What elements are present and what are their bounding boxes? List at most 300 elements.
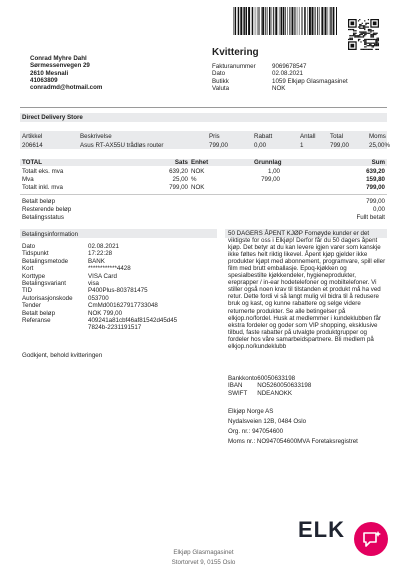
- barcode-bar: [269, 7, 271, 35]
- qr-finder: [350, 44, 354, 48]
- qr-module: [377, 40, 378, 41]
- qr-module: [365, 41, 366, 42]
- qr-module: [369, 43, 370, 44]
- qr-module: [373, 30, 374, 31]
- field-value: 17:22:28: [88, 250, 113, 258]
- qr-module: [367, 33, 368, 34]
- field-label: Tender: [22, 302, 41, 310]
- qr-module: [363, 36, 364, 37]
- qr-module: [365, 31, 366, 32]
- qr-module: [365, 33, 366, 34]
- qr-module: [364, 39, 365, 40]
- barcode-bar: [285, 7, 286, 35]
- qr-module: [370, 44, 371, 45]
- field-label: Bankkonto: [228, 375, 258, 382]
- totals-col-total: TOTAL: [22, 159, 43, 166]
- totals-sum: 799,00: [366, 184, 385, 191]
- payment-info-fields: [22, 243, 177, 332]
- qr-module: [369, 44, 370, 45]
- qr-module: [348, 39, 349, 40]
- qr-module: [370, 35, 371, 36]
- qr-module: [375, 39, 376, 40]
- field-label: Betalingsvariant: [22, 280, 67, 288]
- qr-module: [364, 34, 365, 35]
- barcode-bar: [301, 7, 302, 35]
- items-col-moms: Moms: [369, 133, 386, 140]
- summary-value: Fullt betalt: [356, 214, 385, 221]
- totals-col-sats: Sats: [174, 159, 188, 166]
- item-antall: 1: [300, 142, 304, 149]
- field-label: Dato: [22, 243, 36, 250]
- qr-module: [369, 29, 370, 30]
- qr-module: [363, 40, 364, 41]
- terms-text: 50 DAGERS ÅPENT KJØP Fornøyde kunder er det viktigste for oss i Elkjøp! Derfor får du 50 dagers åpent kjøp. Det betyr at du kan levere igjen varer som kanskje ikke føltes helt riktig likevel. Åpent kjøp gjelder ikke produkter kjøpt med abonnement, programvare, spill eller film med brutt emballasje. Epoq-kjøkken og spesialbestilte kjøkkendeler, hygieneprodukter, ereprapper / in-ear hodetelefoner og mobiltelefoner. Vi stiller også noen krav til tilstanden et produkt må ha ved retur. Dette fordi vi så langt mulig vil bidra til å redusere bruk og kast, og kunne rabattere og selge videre returnerte produkter. Se alle betingelser på elkjop.no/fordel. Husk at medlemmer i kundeklubben får ekstra fordeler og goder som VIP shopping, eksklusive tilbud, faste rabatter på utvalgte produktgrupper og fordeler hos våre samarbeidspartnere. Bli medlem på elkjop.no/kundeklubb: [228, 230, 386, 350]
- qr-module: [360, 25, 361, 26]
- company-block: [228, 407, 358, 447]
- barcode-bar: [330, 7, 331, 35]
- qr-module: [373, 34, 374, 35]
- customer-block: [30, 55, 102, 91]
- qr-module: [375, 43, 376, 44]
- field-row: [22, 273, 177, 280]
- divider: [20, 107, 387, 108]
- qr-module: [377, 45, 378, 46]
- qr-module: [363, 49, 364, 50]
- qr-module: [355, 36, 356, 37]
- barcode-bar: [272, 7, 273, 35]
- item-beskrivelse: Asus RT-AX55U trådløs router: [80, 142, 164, 149]
- items-col-beskrivelse: Beskrivelse: [80, 133, 112, 140]
- barcode-bar: [289, 7, 290, 35]
- qr-module: [365, 44, 366, 45]
- barcode-bar: [331, 7, 332, 35]
- barcode-bar: [309, 7, 311, 35]
- field-label: Autorisasjonskode: [22, 294, 73, 302]
- qr-module: [364, 43, 365, 44]
- barcode-image: [233, 7, 337, 35]
- qr-module: [373, 45, 374, 46]
- field-row: [212, 85, 348, 92]
- qr-module: [363, 31, 364, 32]
- qr-module: [368, 29, 369, 30]
- qr-module: [359, 25, 360, 26]
- totals-col-grunnlag: Grunnlag: [254, 159, 282, 166]
- qr-module: [359, 35, 360, 36]
- qr-module: [364, 35, 365, 36]
- qr-module: [363, 26, 364, 27]
- qr-module: [358, 20, 359, 21]
- qr-module: [368, 23, 369, 24]
- totals-grunnlag: 1,00: [267, 168, 280, 175]
- qr-module: [364, 28, 365, 29]
- totals-sats: 799,00: [169, 184, 188, 191]
- qr-module: [367, 49, 368, 50]
- qr-module: [358, 39, 359, 40]
- totals-sats: 639,20: [169, 168, 188, 175]
- field-row: [22, 258, 177, 265]
- qr-module: [358, 40, 359, 41]
- field-row: [22, 310, 177, 317]
- qr-module: [370, 36, 371, 37]
- customer-name: Conrad Myhre Dahl: [30, 55, 87, 62]
- barcode-bar: [302, 7, 303, 35]
- qr-module: [354, 34, 355, 35]
- qr-module: [359, 26, 360, 27]
- qr-module: [374, 33, 375, 34]
- qr-module: [370, 31, 371, 32]
- qr-module: [349, 29, 350, 30]
- qr-module: [350, 29, 351, 30]
- qr-module: [365, 26, 366, 27]
- totals-label: Totalt eks. mva: [22, 168, 64, 175]
- field-row: [22, 280, 177, 287]
- qr-module: [367, 45, 368, 46]
- qr-module: [367, 43, 368, 44]
- summary-label: Resterende beløp: [22, 206, 72, 213]
- qr-module: [353, 33, 354, 34]
- field-label: Referanse: [22, 317, 51, 325]
- qr-module: [362, 49, 363, 50]
- qr-module: [377, 41, 378, 42]
- qr-module: [362, 23, 363, 24]
- qr-module: [360, 31, 361, 32]
- qr-module: [373, 39, 374, 40]
- qr-module: [353, 35, 354, 36]
- qr-module: [362, 25, 363, 26]
- qr-module: [360, 49, 361, 50]
- item-artikkel: 206614: [22, 142, 43, 149]
- qr-module: [368, 49, 369, 50]
- barcode-bar: [261, 7, 262, 35]
- qr-module: [373, 46, 374, 47]
- totals-sum: 639,20: [366, 168, 385, 175]
- qr-module: [373, 33, 374, 34]
- field-row: [228, 390, 311, 397]
- barcode-bar: [287, 7, 288, 35]
- barcode-bar: [238, 7, 240, 35]
- qr-module: [367, 39, 368, 40]
- qr-module: [374, 44, 375, 45]
- barcode-bar: [283, 7, 285, 35]
- qr-module: [372, 39, 373, 40]
- barcode-bar: [312, 7, 314, 35]
- qr-module: [377, 39, 378, 40]
- qr-module: [372, 30, 373, 31]
- qr-module: [365, 43, 366, 44]
- qr-module: [370, 45, 371, 46]
- qr-module: [355, 30, 356, 31]
- totals-enhet: NOK: [191, 184, 205, 191]
- field-label: Valuta: [212, 85, 230, 93]
- qr-module: [349, 38, 350, 39]
- qr-module: [358, 35, 359, 36]
- qr-module: [377, 38, 378, 39]
- qr-module: [350, 35, 351, 36]
- barcode-bar: [252, 7, 254, 35]
- qr-module: [358, 36, 359, 37]
- payment-info-title: Betalingsinformation: [22, 231, 79, 238]
- qr-module: [375, 34, 376, 35]
- qr-module: [357, 36, 358, 37]
- qr-module: [360, 41, 361, 42]
- qr-module: [359, 28, 360, 29]
- qr-module: [374, 34, 375, 35]
- field-value: 053700: [88, 294, 109, 302]
- qr-module: [375, 49, 376, 50]
- barcode-bar: [275, 7, 277, 35]
- field-row: [22, 295, 177, 302]
- field-label: Dato: [212, 70, 226, 78]
- field-row: [212, 63, 348, 70]
- totals-label: Totalt inkl. mva: [22, 184, 63, 191]
- barcode-bar: [262, 7, 264, 35]
- qr-module: [364, 25, 365, 26]
- field-label: Tidspunkt: [22, 250, 49, 258]
- qr-module: [349, 39, 350, 40]
- qr-module: [352, 38, 353, 39]
- qr-module: [365, 39, 366, 40]
- summary-value: 799,00: [366, 198, 385, 205]
- qr-module: [364, 46, 365, 47]
- qr-module: [372, 46, 373, 47]
- qr-module: [378, 49, 379, 50]
- qr-module: [368, 43, 369, 44]
- qr-module: [359, 39, 360, 40]
- qr-module: [355, 33, 356, 34]
- field-label: Betalingsmetode: [22, 257, 69, 265]
- barcode-bar: [292, 7, 294, 35]
- qr-module: [368, 30, 369, 31]
- item-total: 799,00: [330, 142, 349, 149]
- barcode-bar: [273, 7, 274, 35]
- field-row: [212, 70, 348, 77]
- qr-module: [372, 45, 373, 46]
- field-value: 7824b-2231191517: [88, 324, 142, 332]
- qr-module: [364, 41, 365, 42]
- field-row: [22, 250, 177, 257]
- qr-module: [365, 24, 366, 25]
- qr-module: [359, 36, 360, 37]
- field-label: Kort: [22, 265, 34, 273]
- qr-module: [372, 34, 373, 35]
- qr-module: [370, 30, 371, 31]
- qr-module: [369, 49, 370, 50]
- qr-module: [375, 45, 376, 46]
- qr-module: [365, 23, 366, 24]
- barcode-bar: [294, 7, 295, 35]
- qr-module: [352, 39, 353, 40]
- qr-module: [359, 31, 360, 32]
- field-label: SWIFT: [228, 389, 248, 397]
- qr-module: [364, 20, 365, 21]
- company-name: Elkjøp Norge AS: [228, 408, 274, 415]
- barcode-bar: [233, 7, 234, 35]
- qr-module: [363, 33, 364, 34]
- qr-module: [352, 35, 353, 36]
- field-value: 1059 Elkjøp Glasmagasinet: [272, 77, 348, 85]
- qr-module: [358, 26, 359, 27]
- totals-sum: 159,80: [366, 176, 385, 183]
- qr-module: [370, 34, 371, 35]
- qr-module: [359, 34, 360, 35]
- items-col-rabatt: Rabatt: [254, 133, 273, 140]
- footer-store: Elkjøp Glasmagasinet: [173, 549, 234, 556]
- qr-module: [363, 28, 364, 29]
- qr-module: [374, 39, 375, 40]
- barcode-bar: [246, 7, 248, 35]
- field-row: [22, 317, 177, 324]
- summary-label: Betalt beløp: [22, 198, 56, 205]
- summary-label: Betalingsstatus: [22, 214, 64, 221]
- qr-module: [367, 23, 368, 24]
- qr-module: [350, 39, 351, 40]
- qr-module: [360, 36, 361, 37]
- qr-module: [369, 30, 370, 31]
- qr-module: [368, 45, 369, 46]
- qr-module: [363, 25, 364, 26]
- field-label: IBAN: [228, 382, 243, 390]
- barcode-bar: [240, 7, 242, 35]
- qr-module: [375, 40, 376, 41]
- qr-module: [362, 36, 363, 37]
- qr-module: [372, 35, 373, 36]
- qr-module: [373, 35, 374, 36]
- qr-module: [364, 44, 365, 45]
- barcode-bar: [307, 7, 308, 35]
- field-value: 02.08.2021: [272, 70, 303, 78]
- qr-module: [377, 43, 378, 44]
- qr-module: [360, 28, 361, 29]
- qr-module: [377, 44, 378, 45]
- qr-module: [375, 33, 376, 34]
- field-row: [22, 324, 177, 331]
- barcode-bar: [248, 7, 250, 35]
- barcode-bar: [336, 7, 337, 35]
- totals-col-enhet: Enhet: [191, 159, 209, 166]
- qr-module: [362, 34, 363, 35]
- qr-module: [360, 24, 361, 25]
- barcode-bar: [255, 7, 256, 35]
- totals-label: Mva: [22, 176, 34, 183]
- field-label: [22, 324, 88, 331]
- qr-module: [374, 43, 375, 44]
- qr-module: [378, 45, 379, 46]
- qr-module: [354, 33, 355, 34]
- company-address: Nydalsveien 12B, 0484 Oslo: [228, 418, 307, 425]
- items-col-antall: Antall: [300, 133, 316, 140]
- footer-address: Stortorvet 9, 0155 Oslo: [171, 559, 236, 566]
- field-label: TID: [22, 287, 32, 295]
- totals-enhet: %: [191, 176, 197, 183]
- qr-module: [370, 29, 371, 30]
- barcode-bar: [333, 7, 335, 35]
- qr-module: [377, 33, 378, 34]
- customer-phone: 41063809: [30, 76, 58, 84]
- field-label: Butikk: [212, 77, 229, 85]
- company-org: Org. nr.: 947054600: [228, 428, 284, 435]
- barcode-bar: [304, 7, 306, 35]
- barcode-bar: [299, 7, 300, 35]
- qr-module: [354, 35, 355, 36]
- qr-module: [372, 36, 373, 37]
- barcode-bar: [328, 7, 329, 35]
- item-moms: 25,00%: [369, 142, 390, 149]
- field-value: 02.08.2021: [88, 243, 119, 250]
- company-moms: Moms nr.: NO947054600MVA Foretaksregistret: [228, 438, 358, 445]
- qr-module: [353, 29, 354, 30]
- qr-module: [365, 40, 366, 41]
- qr-module: [363, 35, 364, 36]
- qr-module: [354, 36, 355, 37]
- totals-enhet: NOK: [191, 168, 205, 175]
- field-value: BANK: [88, 257, 105, 265]
- qr-module: [367, 26, 368, 27]
- qr-module: [378, 38, 379, 39]
- totals-divider: [20, 194, 387, 195]
- qr-code-image: [348, 19, 379, 50]
- qr-module: [369, 33, 370, 34]
- qr-module: [364, 49, 365, 50]
- qr-module: [365, 46, 366, 47]
- field-value: NO5260050633198: [257, 382, 312, 390]
- totals-sats: 25,00: [172, 176, 188, 183]
- field-row: [228, 382, 311, 389]
- qr-module: [370, 43, 371, 44]
- barcode-bar: [279, 7, 280, 35]
- qr-module: [372, 49, 373, 50]
- receipt-fields: [212, 63, 348, 93]
- qr-module: [364, 29, 365, 30]
- barcode-bar: [317, 7, 318, 35]
- barcode-bar: [295, 7, 296, 35]
- field-row: [22, 302, 177, 309]
- field-row: [22, 265, 177, 272]
- summary-value: 0,00: [372, 206, 385, 213]
- payment-approved-text: Godkjent, behold kvitteringen: [22, 352, 103, 359]
- field-row: [212, 78, 348, 85]
- field-value: CmMd001627917733048: [88, 302, 158, 310]
- qr-module: [369, 39, 370, 40]
- totals-grunnlag: 799,00: [261, 176, 280, 183]
- qr-module: [368, 19, 369, 20]
- qr-module: [365, 34, 366, 35]
- barcode-bar: [319, 7, 320, 35]
- barcode-bar: [243, 7, 245, 35]
- items-col-pris: Pris: [209, 133, 220, 140]
- field-value: 60050633198: [257, 375, 296, 382]
- qr-module: [354, 30, 355, 31]
- field-value: 9069678547: [272, 63, 307, 70]
- customer-postal: 2610 Mesnali: [30, 69, 69, 77]
- qr-module: [375, 41, 376, 42]
- qr-module: [348, 29, 349, 30]
- barcode-bar: [265, 7, 266, 35]
- field-value: P400Plus-803781475: [88, 287, 148, 295]
- qr-module: [364, 33, 365, 34]
- qr-module: [364, 40, 365, 41]
- customer-street: Sørmessenvegen 29: [30, 62, 90, 70]
- store-title: Direct Delivery Store: [22, 114, 83, 121]
- qr-module: [373, 43, 374, 44]
- qr-module: [378, 44, 379, 45]
- elkjop-logo: ELK: [298, 517, 345, 542]
- field-row: [22, 243, 177, 250]
- qr-module: [368, 39, 369, 40]
- qr-finder: [350, 21, 354, 25]
- qr-module: [373, 36, 374, 37]
- qr-finder: [373, 21, 377, 25]
- customer-email: conradmd@hotmail.com: [30, 84, 103, 92]
